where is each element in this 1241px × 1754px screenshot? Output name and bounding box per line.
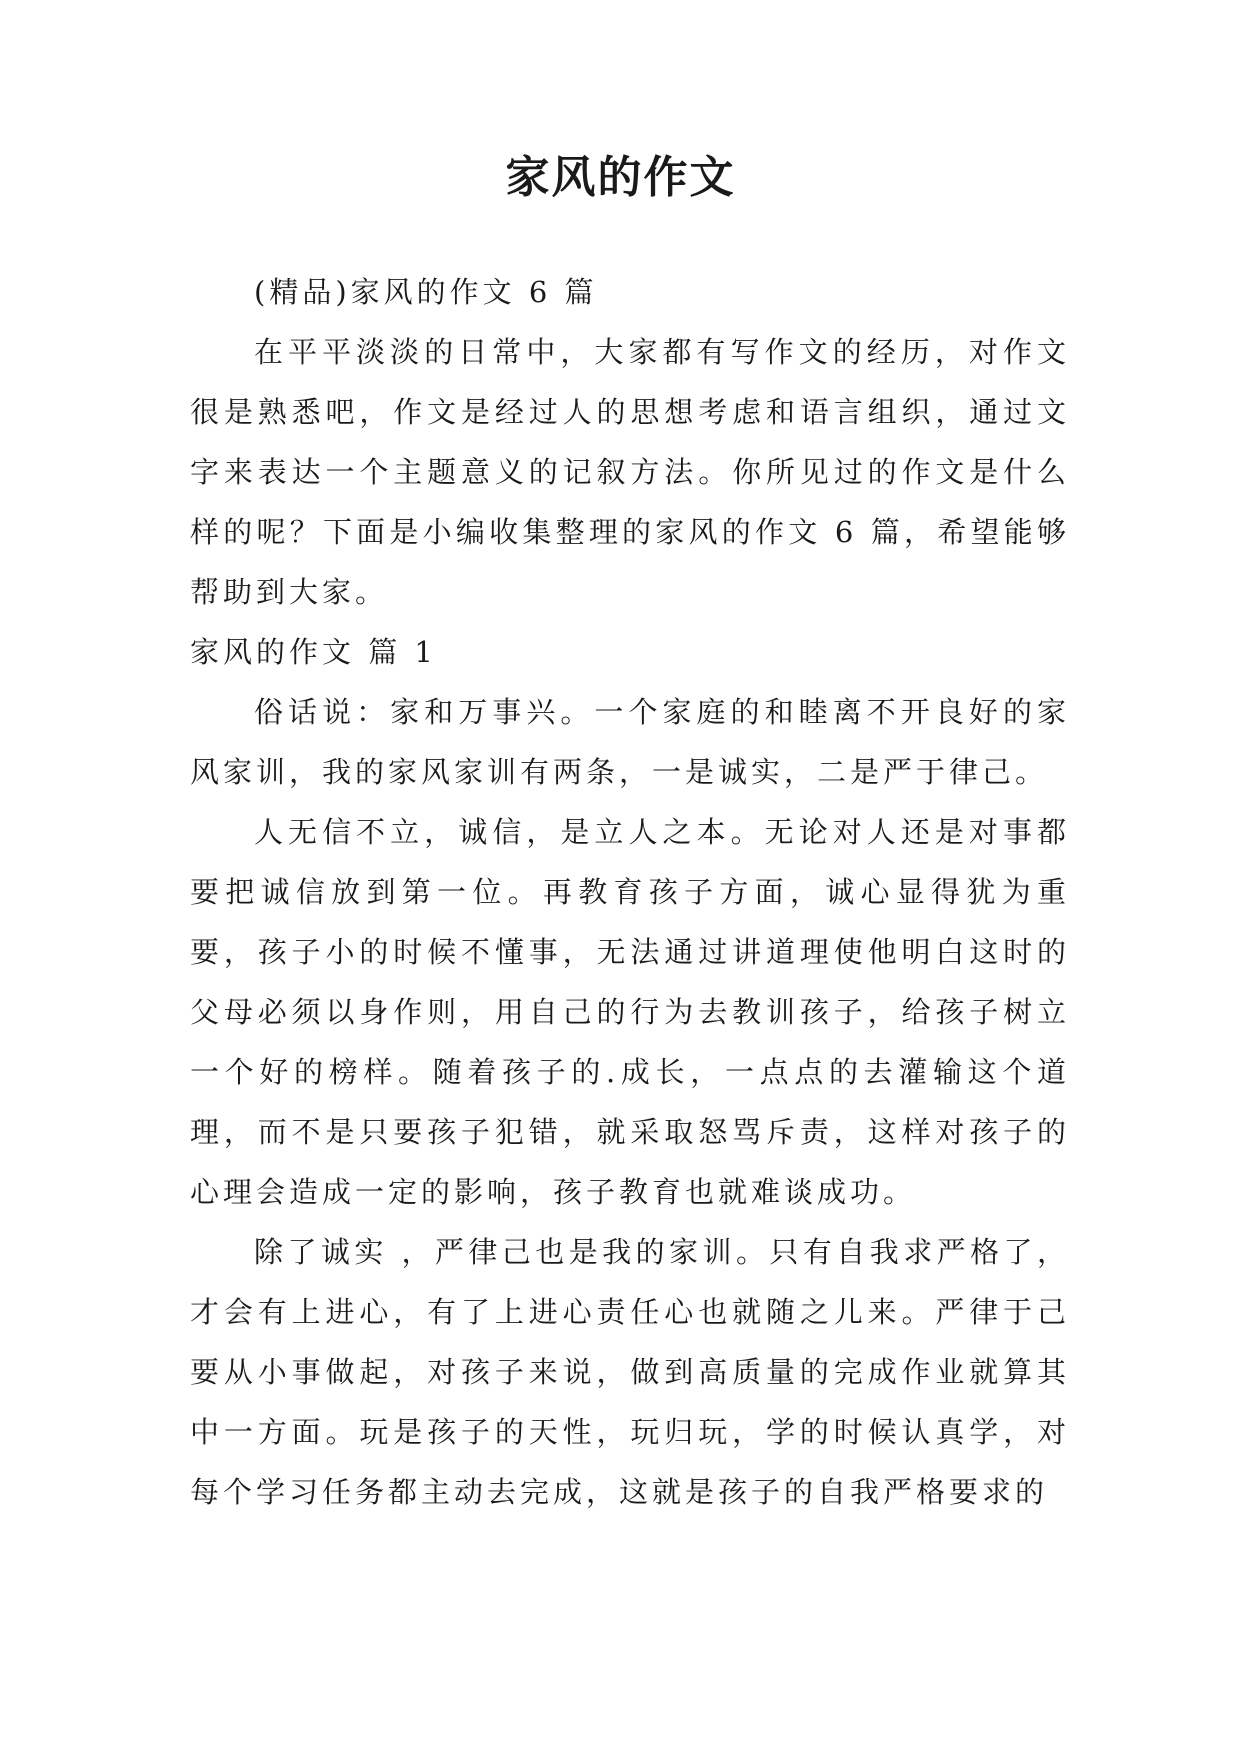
intro-paragraph: 在平平淡淡的日常中，大家都有写作文的经历，对作文很是熟悉吧，作文是经过人的思想考虑和语言组织，通过文字来表达一个主题意义的记叙方法。你所见过的作文是什么样的呢？下面是小编收集整理的家风的作文 6 篇，希望能够帮助到大家。 [190, 335, 1070, 609]
section-1 [190, 622, 1070, 1522]
section-heading: 家风的作文 篇 1 [190, 635, 437, 669]
paragraph-2: 人无信不立，诚信，是立人之本。无论对人还是对事都要把诚信放到第一位。再教育孩子方面，诚心显得犹为重要，孩子小的时候不懂事，无法通过讲道理使他明白这时的父母必须以身作则，用自己的行为去教训孩子，给孩子树立一个好的榜样。随着孩子的.成长，一点点的去灌输这个道理，而不是只要孩子犯错，就采取怒骂斥责，这样对孩子的心理会造成一定的影响，孩子教育也就难谈成功。 [190, 815, 1070, 1209]
paragraph-3: 除了诚实 ，严律己也是我的家训。只有自我求严格了，才会有上进心，有了上进心责任心也就随之儿来。严律于己要从小事做起，对孩子来说，做到高质量的完成作业就算其中一方面。玩是孩子的天性，玩归玩，学的时候认真学，对每个学习任务都主动去完成，这就是孩子的自我严格要求的 [190, 1235, 1070, 1509]
subtitle: (精品)家风的作文 6 篇 [254, 275, 598, 309]
document-title: 家风的作文 [505, 152, 736, 203]
intro-block [190, 262, 1070, 622]
paragraph-1: 俗话说：家和万事兴。一个家庭的和睦离不开良好的家风家训，我的家风家训有两条，一是诚实，二是严于律己。 [190, 695, 1070, 789]
